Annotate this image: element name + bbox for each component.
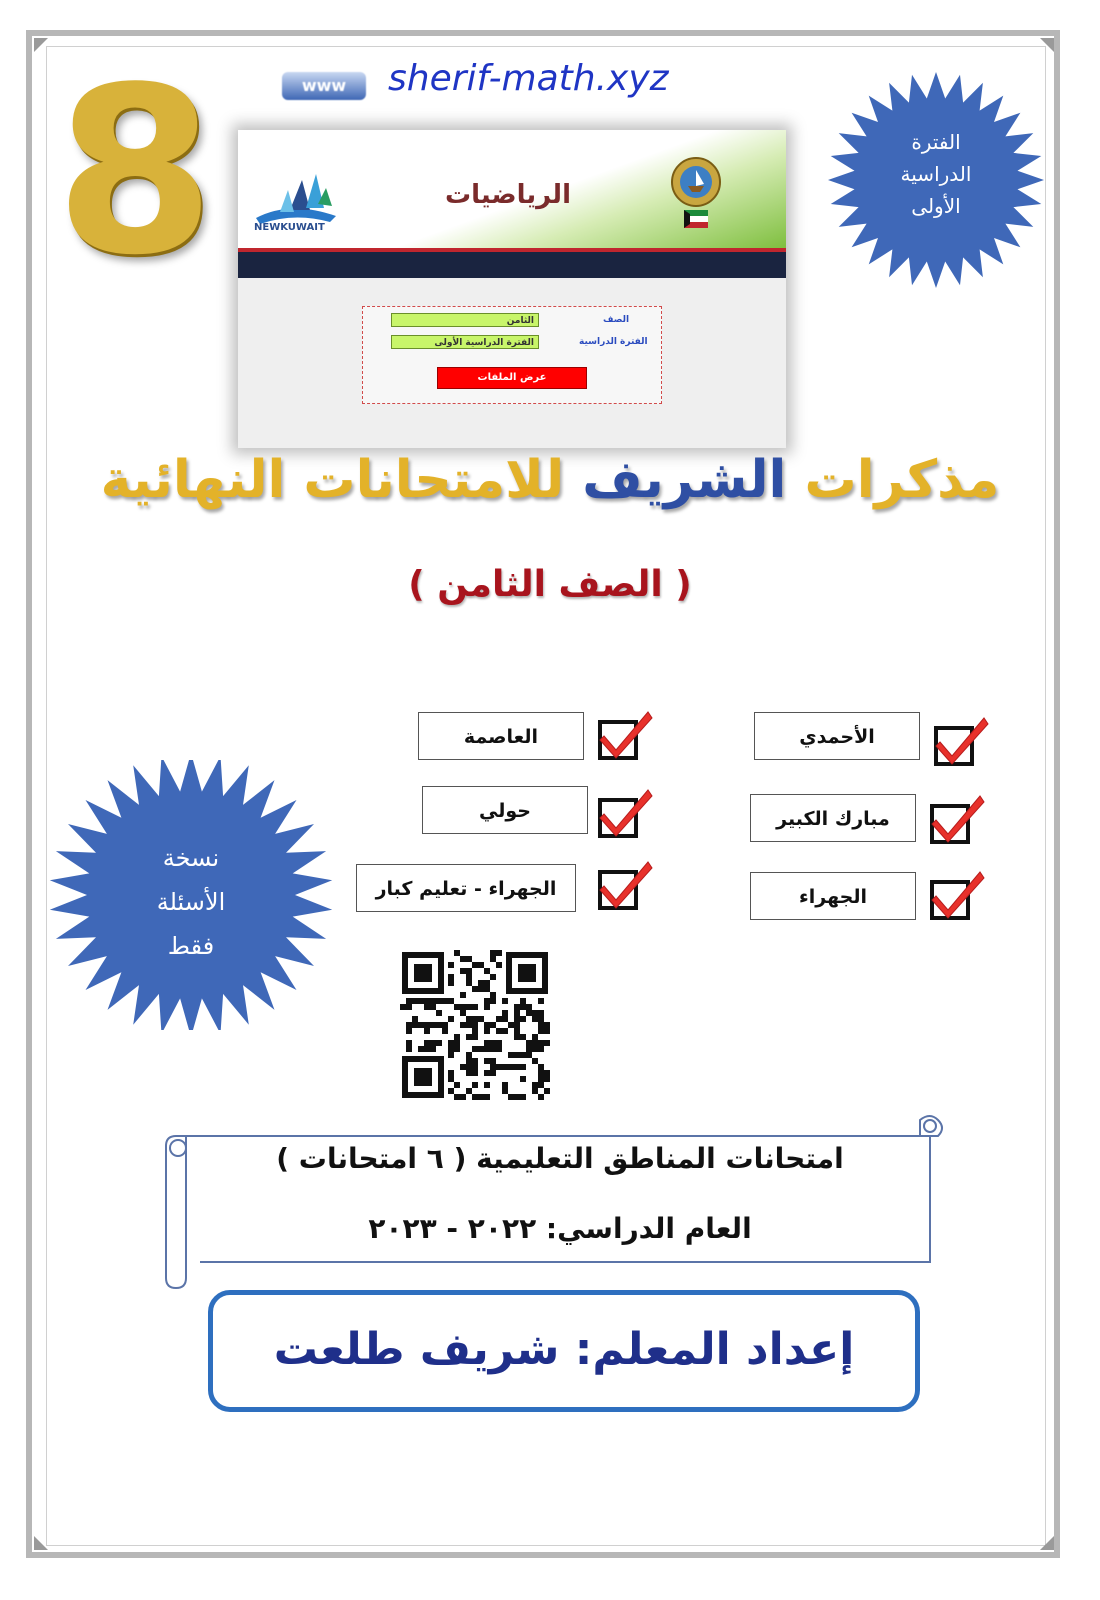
qr-module	[466, 974, 472, 980]
qr-module	[436, 998, 442, 1004]
qr-module	[532, 1046, 538, 1052]
qr-module	[526, 1052, 532, 1058]
qr-module	[406, 1022, 412, 1028]
qr-module	[466, 968, 472, 974]
qr-module	[478, 980, 484, 986]
qr-module	[460, 1010, 466, 1016]
qr-module	[448, 980, 454, 986]
qr-module	[538, 1070, 544, 1076]
qr-module	[418, 1046, 424, 1052]
qr-module	[544, 1028, 550, 1034]
corner-triangle-bottom-left	[34, 1534, 50, 1550]
qr-module	[424, 1028, 430, 1034]
district-jahra: الجهراء	[750, 872, 916, 920]
qr-module	[496, 962, 502, 968]
qr-module	[538, 1028, 544, 1034]
qr-module	[526, 1004, 532, 1010]
term-badge-line2: الدراسية	[900, 162, 972, 186]
qr-module	[460, 968, 466, 974]
qr-module	[496, 1064, 502, 1070]
title-part-1: مذكرات	[804, 450, 1000, 510]
qr-module	[472, 986, 478, 992]
qr-module	[466, 1058, 472, 1064]
qr-module	[496, 1016, 502, 1022]
qr-module	[424, 998, 430, 1004]
qr-module	[484, 998, 490, 1004]
qr-module	[532, 1058, 538, 1064]
qr-module	[532, 1088, 538, 1094]
qr-module	[448, 1070, 454, 1076]
qr-module	[466, 1022, 472, 1028]
qr-module	[490, 974, 496, 980]
qr-module	[418, 998, 424, 1004]
qr-module	[520, 998, 526, 1004]
qr-module	[496, 1046, 502, 1052]
qr-module	[472, 1058, 478, 1064]
qr-module	[484, 980, 490, 986]
qr-module	[538, 1094, 544, 1100]
grade-label: الصف	[603, 315, 630, 325]
qr-module	[478, 1046, 484, 1052]
checkmark-icon	[596, 784, 654, 842]
qr-module	[466, 1070, 472, 1076]
qr-module	[436, 1040, 442, 1046]
grade-select[interactable]: الثامن	[391, 313, 539, 327]
qr-module	[490, 1046, 496, 1052]
qr-module	[466, 1016, 472, 1022]
qr-module	[460, 956, 466, 962]
screenshot-navy-bar	[238, 252, 786, 278]
qr-module	[448, 998, 454, 1004]
qr-module	[490, 998, 496, 1004]
qr-module	[520, 1052, 526, 1058]
questions-badge-line3: فقط	[167, 932, 215, 960]
qr-module	[460, 1004, 466, 1010]
qr-module	[454, 1004, 460, 1010]
qr-module	[526, 1040, 532, 1046]
qr-module	[454, 1094, 460, 1100]
qr-module	[466, 980, 472, 986]
screenshot-title: الرياضيات	[444, 180, 571, 210]
qr-module	[514, 1094, 520, 1100]
qr-module	[484, 1082, 490, 1088]
qr-module	[454, 1046, 460, 1052]
qr-module	[484, 1028, 490, 1034]
qr-module	[484, 986, 490, 992]
qr-module	[406, 1040, 412, 1046]
qr-code-icon[interactable]	[400, 950, 550, 1100]
grade-number-8: 8	[54, 39, 216, 306]
corner-triangle-bottom-right	[1038, 1534, 1054, 1550]
qr-module	[484, 1004, 490, 1010]
qr-module	[526, 1010, 532, 1016]
qr-module	[532, 1034, 538, 1040]
qr-module	[502, 1082, 508, 1088]
qr-module	[472, 962, 478, 968]
qr-module	[520, 1034, 526, 1040]
qr-module	[430, 998, 436, 1004]
title-part-3: للامتحانات النهائية	[100, 450, 565, 510]
checkmark-icon	[932, 712, 990, 770]
qr-module	[466, 1052, 472, 1058]
term-select[interactable]: الفترة الدراسية الأولى	[391, 335, 539, 349]
questions-badge-line2: الأسئلة	[156, 888, 226, 916]
qr-module	[472, 1016, 478, 1022]
district-jahra-adult-education: الجهراء - تعليم كبار	[356, 864, 576, 912]
exams-description: امتحانات المناطق التعليمية ( ٦ امتحانات )	[276, 1142, 844, 1175]
scroll-banner	[160, 1112, 946, 1294]
qr-module	[472, 1094, 478, 1100]
qr-module	[472, 1046, 478, 1052]
qr-module	[508, 1064, 514, 1070]
qr-module	[538, 1016, 544, 1022]
qr-module	[538, 1064, 544, 1070]
qr-module	[454, 950, 460, 956]
website-screenshot	[238, 130, 786, 448]
qr-module	[538, 1046, 544, 1052]
district-hawalli: حولي	[422, 786, 588, 834]
qr-module	[514, 1052, 520, 1058]
qr-module	[514, 1064, 520, 1070]
qr-module	[490, 1070, 496, 1076]
qr-module	[532, 1082, 538, 1088]
screenshot-form	[362, 306, 662, 404]
qr-module	[538, 1076, 544, 1082]
kuwait-emblem-icon	[666, 154, 726, 236]
district-mubarak-al-kabeer: مبارك الكبير	[750, 794, 916, 842]
title-part-2: الشريف	[582, 450, 787, 510]
district-capital: العاصمة	[418, 712, 584, 760]
qr-module	[520, 1004, 526, 1010]
main-title	[100, 450, 1000, 510]
qr-module	[526, 1046, 532, 1052]
qr-module	[406, 1004, 412, 1010]
qr-module	[430, 1022, 436, 1028]
qr-module	[490, 1058, 496, 1064]
qr-module	[460, 1094, 466, 1100]
qr-module	[424, 1022, 430, 1028]
qr-module	[424, 1046, 430, 1052]
qr-module	[484, 1070, 490, 1076]
qr-module	[538, 1040, 544, 1046]
qr-module	[478, 1094, 484, 1100]
academic-year: العام الدراسي: ٢٠٢٢ - ٢٠٢٣	[368, 1212, 752, 1245]
qr-module	[472, 1004, 478, 1010]
checkmark-icon	[928, 790, 986, 848]
term-badge-line1: الفترة	[911, 130, 961, 154]
qr-module	[418, 1022, 424, 1028]
qr-module	[430, 1004, 436, 1010]
qr-module	[544, 1022, 550, 1028]
qr-module	[454, 1082, 460, 1088]
questions-badge-text	[126, 836, 256, 968]
qr-module	[400, 1004, 406, 1010]
qr-module	[484, 1046, 490, 1052]
author-box: إعداد المعلم: شريف طلعت	[208, 1290, 920, 1412]
qr-module	[514, 1028, 520, 1034]
qr-module	[502, 1088, 508, 1094]
qr-module	[460, 992, 466, 998]
qr-module	[490, 950, 496, 956]
qr-module	[448, 962, 454, 968]
qr-module	[448, 1040, 454, 1046]
qr-module	[442, 1022, 448, 1028]
show-files-button[interactable]: عرض الملفات	[437, 367, 587, 389]
qr-module	[454, 1034, 460, 1040]
qr-module	[502, 1028, 508, 1034]
qr-module	[472, 1022, 478, 1028]
qr-module	[442, 998, 448, 1004]
qr-module	[544, 1070, 550, 1076]
site-url[interactable]: sherif-math.xyz	[388, 58, 669, 99]
qr-module	[484, 1094, 490, 1100]
qr-module	[472, 1070, 478, 1076]
qr-module	[466, 956, 472, 962]
qr-module	[538, 1010, 544, 1016]
qr-module	[406, 1046, 412, 1052]
qr-module	[448, 1088, 454, 1094]
qr-module	[448, 1076, 454, 1082]
qr-module	[466, 1004, 472, 1010]
qr-module	[466, 1088, 472, 1094]
qr-module	[538, 1022, 544, 1028]
qr-module	[508, 1094, 514, 1100]
qr-module	[448, 974, 454, 980]
new-kuwait-logo-text: NEWKUWAIT	[254, 222, 325, 233]
questions-badge-line1: نسخة	[162, 844, 220, 872]
qr-module	[424, 1040, 430, 1046]
qr-module	[406, 998, 412, 1004]
www-badge: www	[282, 72, 366, 100]
qr-module	[484, 1058, 490, 1064]
qr-module	[430, 1040, 436, 1046]
qr-module	[496, 1028, 502, 1034]
qr-module	[532, 1040, 538, 1046]
qr-module	[460, 1022, 466, 1028]
qr-module	[520, 1064, 526, 1070]
qr-module	[430, 1046, 436, 1052]
qr-module	[532, 1010, 538, 1016]
qr-module	[472, 1034, 478, 1040]
qr-module	[460, 1064, 466, 1070]
qr-module	[544, 1076, 550, 1082]
qr-module	[532, 1016, 538, 1022]
qr-module	[466, 1034, 472, 1040]
qr-module	[478, 962, 484, 968]
qr-module	[490, 992, 496, 998]
qr-module	[412, 998, 418, 1004]
qr-module	[514, 1004, 520, 1010]
district-ahmadi: الأحمدي	[754, 712, 920, 760]
qr-module	[448, 1016, 454, 1022]
qr-module	[544, 1040, 550, 1046]
qr-module	[490, 956, 496, 962]
qr-module	[496, 950, 502, 956]
qr-module	[520, 1076, 526, 1082]
qr-module	[478, 1016, 484, 1022]
qr-module	[484, 968, 490, 974]
qr-module	[514, 1022, 520, 1028]
qr-module	[448, 1052, 454, 1058]
checkmark-icon	[596, 706, 654, 764]
qr-module	[436, 1022, 442, 1028]
qr-module	[502, 1016, 508, 1022]
qr-module	[508, 1052, 514, 1058]
term-label: الفترة الدراسية	[579, 337, 648, 347]
qr-module	[478, 986, 484, 992]
qr-module	[412, 1022, 418, 1028]
qr-module	[538, 998, 544, 1004]
qr-module	[496, 1040, 502, 1046]
qr-module	[472, 1028, 478, 1034]
qr-module	[466, 1064, 472, 1070]
qr-module	[502, 1010, 508, 1016]
qr-module	[514, 1016, 520, 1022]
term-badge-line3: الأولى	[911, 194, 961, 218]
qr-module	[508, 1022, 514, 1028]
qr-module	[484, 1040, 490, 1046]
qr-module	[406, 1028, 412, 1034]
checkmark-icon	[596, 856, 654, 914]
qr-module	[412, 1016, 418, 1022]
qr-module	[490, 1040, 496, 1046]
qr-module	[484, 1022, 490, 1028]
qr-module	[502, 998, 508, 1004]
sub-title: ( الصف الثامن )	[408, 564, 692, 605]
qr-module	[448, 1046, 454, 1052]
checkmark-icon	[928, 866, 986, 924]
qr-module	[442, 1028, 448, 1034]
term-badge-text	[876, 126, 996, 222]
qr-module	[424, 1004, 430, 1010]
qr-module	[544, 1088, 550, 1094]
corner-triangle-top-left	[34, 38, 50, 54]
qr-module	[514, 1010, 520, 1016]
corner-triangle-top-right	[1038, 38, 1054, 54]
qr-module	[490, 1064, 496, 1070]
qr-module	[454, 1040, 460, 1046]
qr-module	[520, 1016, 526, 1022]
qr-module	[502, 1064, 508, 1070]
qr-module	[436, 1010, 442, 1016]
qr-module	[490, 1022, 496, 1028]
qr-module	[472, 1082, 478, 1088]
qr-module	[538, 1082, 544, 1088]
qr-module	[472, 1064, 478, 1070]
qr-module	[520, 1094, 526, 1100]
qr-module	[514, 1034, 520, 1040]
